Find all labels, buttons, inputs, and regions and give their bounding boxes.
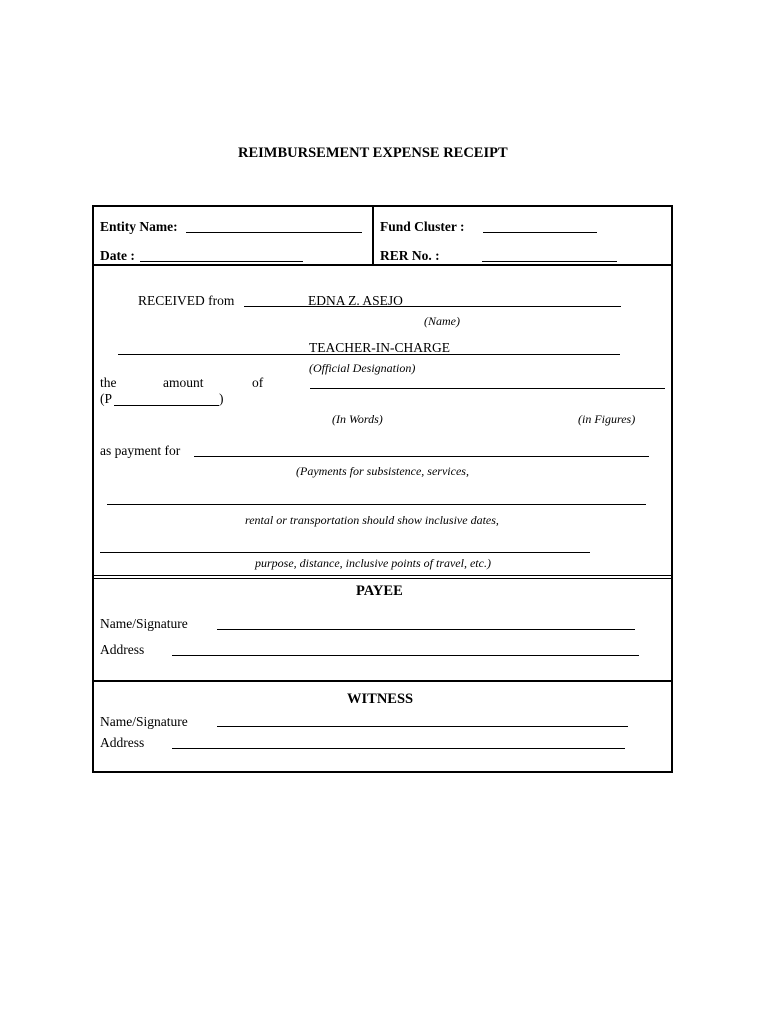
in-words-caption: (In Words) (332, 412, 383, 426)
payment-for-label: as payment for (100, 443, 181, 458)
fund-cluster-field[interactable] (483, 232, 597, 233)
witness-name-signature-label: Name/Signature (100, 714, 188, 729)
header-vertical-divider (372, 206, 374, 265)
entity-name-label: Entity Name: (100, 219, 178, 234)
witness-address-field[interactable] (172, 748, 625, 749)
designation-value: TEACHER-IN-CHARGE (309, 340, 450, 355)
payment-caption-2: rental or transportation should show inclusive dates, (245, 513, 499, 527)
name-field[interactable] (244, 306, 621, 307)
witness-name-signature-field[interactable] (217, 726, 628, 727)
of-word: of (252, 375, 264, 390)
payee-address-field[interactable] (172, 655, 639, 656)
witness-address-label: Address (100, 735, 145, 750)
the-word: the (100, 375, 117, 390)
witness-divider (93, 680, 672, 682)
payment-caption-1: (Payments for subsistence, services, (296, 464, 469, 478)
header-bottom-divider (93, 264, 672, 266)
payee-name-signature-field[interactable] (217, 629, 635, 630)
name-caption: (Name) (424, 314, 460, 328)
payee-heading: PAYEE (356, 583, 403, 599)
fund-cluster-label: Fund Cluster : (380, 219, 465, 234)
payee-name-value: EDNA Z. ASEJO (308, 293, 403, 308)
entity-name-field[interactable] (186, 232, 362, 233)
payment-for-field-1[interactable] (194, 456, 649, 457)
payment-for-field-3[interactable] (100, 552, 590, 553)
rer-no-field[interactable] (482, 261, 617, 262)
p-label: (P (100, 391, 113, 406)
witness-heading: WITNESS (347, 691, 414, 707)
date-field[interactable] (140, 261, 303, 262)
payee-divider-bottom (93, 578, 672, 579)
payee-address-label: Address (100, 642, 145, 657)
payee-divider-top (93, 575, 672, 576)
form-box (92, 205, 673, 773)
document-title: REIMBURSEMENT EXPENSE RECEIPT (238, 145, 508, 161)
payment-caption-3: purpose, distance, inclusive points of travel, etc.) (255, 556, 491, 570)
p-close: ) (219, 391, 224, 406)
in-figures-caption: (in Figures) (578, 412, 636, 426)
designation-caption: (Official Designation) (309, 361, 416, 375)
payment-for-field-2[interactable] (107, 504, 646, 505)
received-from-label: RECEIVED from (138, 293, 235, 308)
amount-in-words-field[interactable] (310, 388, 665, 389)
rer-no-label: RER No. : (380, 248, 440, 263)
payee-name-signature-label: Name/Signature (100, 616, 188, 631)
amount-word: amount (163, 375, 204, 390)
date-label: Date : (100, 248, 135, 263)
amount-in-figures-field[interactable] (114, 405, 219, 406)
